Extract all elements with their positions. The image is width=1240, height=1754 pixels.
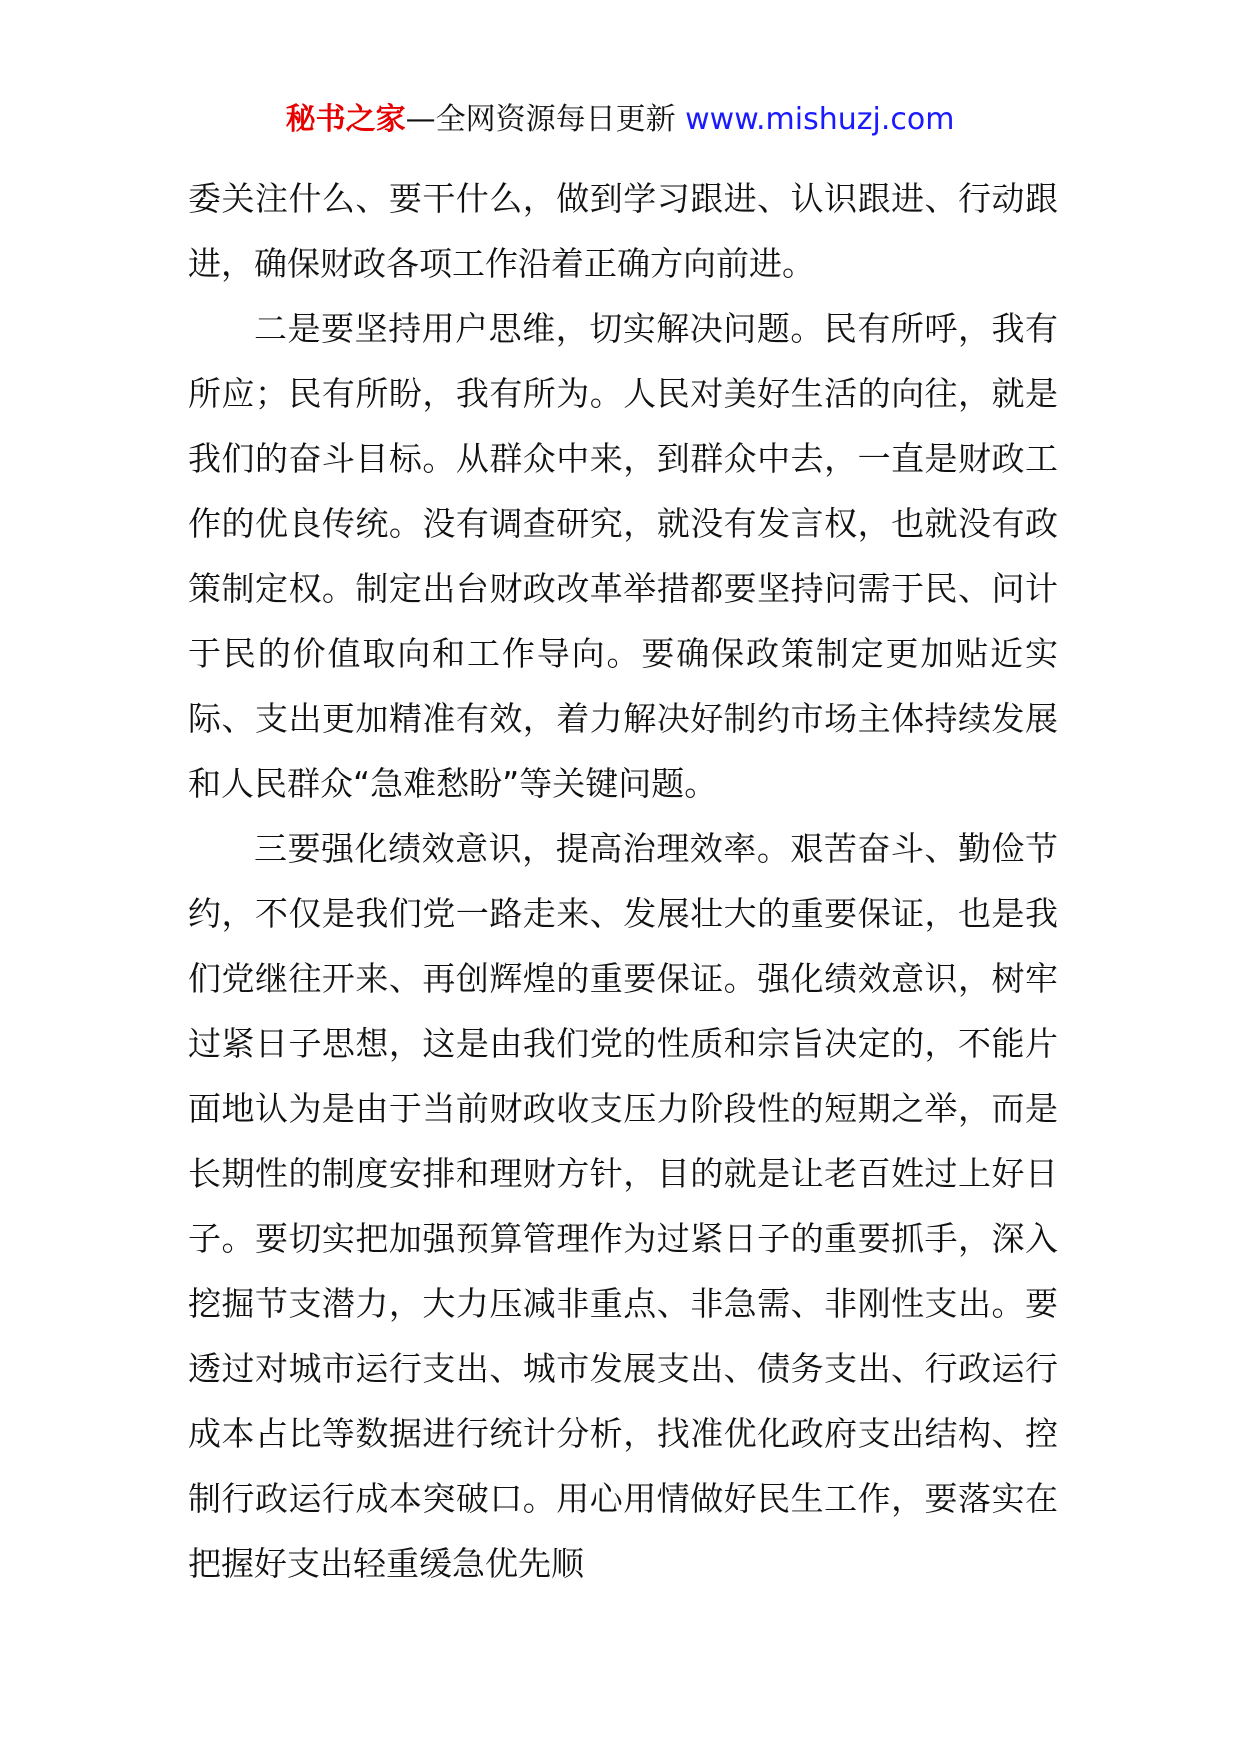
paragraph-continued: 委关注什么、要干什么，做到学习跟进、认识跟进、行动跟进，确保财政各项工作沿着正确方向前进。 — [188, 179, 1058, 283]
document-body — [188, 166, 1058, 1596]
page-header — [0, 100, 1240, 140]
paragraph-user-thinking: 二是要坚持用户思维，切实解决问题。民有所呼，我有所应；民有所盼，我有所为。人民对美好生活的向往，就是我们的奋斗目标。从群众中来，到群众中去，一直是财政工作的优良传统。没有调查研究，就没有发言权，也就没有政策制定权。制定出台财政改革举措都要坚持问需于民、问计于民的价值取向和工作导向。要确保政策制定更加贴近实际、支出更加精准有效，着力解决好制约市场主体持续发展和人民群众“急难愁盼”等关键问题。 — [188, 309, 1058, 803]
site-brand: 秘书之家 — [285, 102, 406, 137]
site-url-link[interactable]: www.mishuzj.com — [685, 102, 955, 137]
paragraph-performance: 三要强化绩效意识，提高治理效率。艰苦奋斗、勤俭节约，不仅是我们党一路走来、发展壮大的重要保证，也是我们党继往开来、再创辉煌的重要保证。强化绩效意识，树牢过紧日子思想，这是由我们党的性质和宗旨决定的，不能片面地认为是由于当前财政收支压力阶段性的短期之举，而是长期性的制度安排和理财方针，目的就是让老百姓过上好日子。要切实把加强预算管理作为过紧日子的重要抓手，深入挖掘节支潜力，大力压减非重点、非急需、非刚性支出。要透过对城市运行支出、城市发展支出、债务支出、行政运行成本占比等数据进行统计分析，找准优化政府支出结构、控制行政运行成本突破口。用心用情做好民生工作，要落实在把握好支出轻重缓急优先顺 — [188, 829, 1058, 1583]
site-slogan: —全网资源每日更新 — [405, 102, 676, 137]
